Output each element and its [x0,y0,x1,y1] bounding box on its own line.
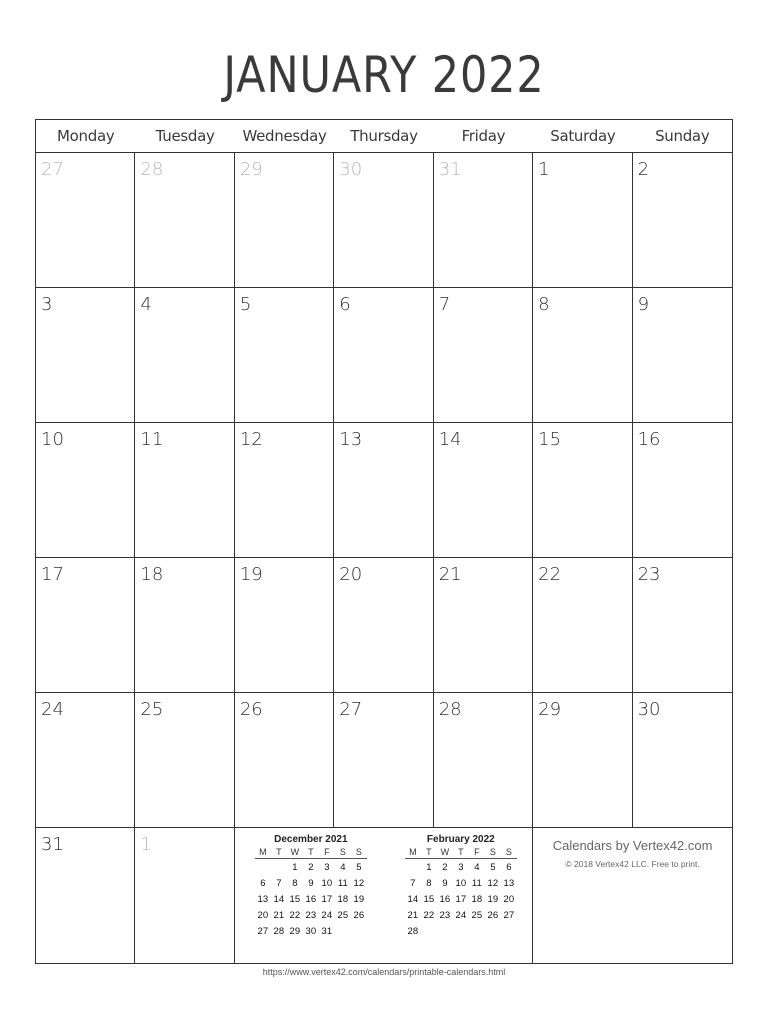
mini-day: 4 [340,861,346,873]
day-number: 6 [339,294,351,315]
mini-weekday-header: T [453,846,469,859]
mini-calendar-table [405,846,517,939]
day-number: 7 [438,294,451,315]
mini-weekday-header: F [469,846,485,859]
day-number: 18 [140,564,164,585]
day-number: 13 [339,429,363,450]
mini-calendar-table [255,846,367,939]
day-number: 1 [538,159,550,180]
mini-day [421,923,437,939]
mini-day: 5 [356,861,362,873]
mini-week-row [405,891,517,907]
day-number: 15 [538,429,562,450]
mini-day: 8 [426,877,432,889]
day-grid [36,153,732,963]
mini-day: 27 [503,909,515,921]
mini-day: 20 [503,893,515,905]
mini-day: 14 [407,893,419,905]
day-number: 23 [637,564,661,585]
mini-calendar-december [255,834,367,939]
mini-day: 27 [257,925,269,937]
mini-day: 29 [289,925,301,937]
mini-day: 2 [308,861,314,873]
day-cell [235,423,334,558]
mini-day [335,923,351,939]
day-cell [235,693,334,828]
calendar-grid [35,119,733,964]
day-number: 20 [339,564,363,585]
mini-day: 28 [273,925,285,937]
day-number: 25 [140,699,164,720]
mini-week-row [405,859,517,876]
brand-area [533,828,732,963]
day-number: 31 [41,834,64,855]
day-number: 9 [637,294,650,315]
day-cell [434,288,533,423]
mini-day: 8 [292,877,298,889]
mini-day: 19 [487,893,499,905]
brand-copyright: © 2018 Vertex42 LLC. Free to print. [565,859,700,869]
day-cell [633,153,732,288]
day-cell [135,693,234,828]
mini-day: 12 [487,877,499,889]
weekday-tuesday: Tuesday [155,127,215,145]
day-cell [533,693,632,828]
day-number: 30 [339,159,363,180]
day-number: 19 [239,564,263,585]
day-cell [533,423,632,558]
mini-day: 22 [423,909,435,921]
mini-day: 19 [353,893,365,905]
mini-day: 21 [273,909,285,921]
mini-day: 3 [324,861,330,873]
day-cell [633,288,732,423]
mini-day: 15 [423,893,435,905]
mini-calendar-title: December 2021 [274,834,348,845]
brand-title: Calendars by Vertex42.com [552,838,713,853]
mini-day: 31 [321,925,333,937]
mini-day: 13 [503,877,515,889]
day-number: 22 [538,564,562,585]
mini-weekday-header: W [437,846,453,859]
mini-day: 11 [337,877,348,889]
mini-day: 10 [321,877,333,889]
day-number: 27 [339,699,363,720]
mini-week-row [255,891,367,907]
mini-day: 15 [289,893,301,905]
mini-calendar-february [405,834,517,939]
day-cell [135,558,234,693]
mini-day: 6 [260,877,266,889]
day-number: 31 [438,159,462,180]
day-number: 28 [140,159,164,180]
mini-day: 6 [506,861,512,873]
weekday-wednesday: Wednesday [242,127,327,145]
mini-day: 11 [471,877,482,889]
mini-day: 3 [458,861,464,873]
mini-day: 18 [471,893,483,905]
day-cell [334,693,433,828]
day-number: 11 [140,429,164,450]
day-cell [334,153,433,288]
day-number: 29 [538,699,562,720]
day-number: 4 [140,294,152,315]
mini-day: 25 [337,909,349,921]
mini-weekday-header: T [421,846,437,859]
mini-day: 30 [305,925,317,937]
page-title: JANUARY 2022 [223,46,545,104]
mini-day: 26 [487,909,499,921]
day-number: 17 [41,564,64,585]
mini-weekday-header: S [351,846,367,859]
mini-day [501,923,517,939]
day-cell [334,288,433,423]
mini-day: 1 [426,861,432,873]
mini-week-row [405,907,517,923]
day-number: 27 [41,159,64,180]
day-cell [36,423,135,558]
mini-day [271,859,287,876]
mini-day: 17 [321,893,333,905]
day-cell [235,558,334,693]
mini-weekday-header: M [255,846,271,859]
day-cell [434,558,533,693]
mini-day: 17 [455,893,467,905]
mini-day: 26 [353,909,365,921]
day-cell [434,693,533,828]
day-number: 3 [41,294,53,315]
day-cell [36,558,135,693]
mini-day: 18 [337,893,349,905]
day-cell [36,828,135,963]
mini-day: 20 [257,909,269,921]
footer-url[interactable]: https://www.vertex42.com/calendars/printable-calendars.html [262,967,506,977]
mini-day: 1 [292,861,298,873]
weekday-header [36,120,732,153]
mini-day: 7 [410,877,416,889]
day-number: 28 [438,699,462,720]
mini-day [453,923,469,939]
mini-calendar-title: February 2022 [426,834,495,845]
mini-day: 12 [353,877,365,889]
mini-weekday-header: T [271,846,287,859]
day-cell [334,423,433,558]
day-cell [36,693,135,828]
day-number: 2 [637,159,650,180]
weekday-sunday: Sunday [655,127,710,145]
day-cell [135,288,234,423]
mini-day: 9 [308,877,314,889]
day-number: 14 [438,429,462,450]
mini-day: 2 [442,861,448,873]
mini-day [469,923,485,939]
mini-week-row [405,875,517,891]
mini-day: 4 [474,861,480,873]
mini-day: 16 [305,893,317,905]
day-number: 30 [637,699,661,720]
day-cell [633,558,732,693]
mini-day: 23 [305,909,317,921]
mini-day: 14 [273,893,285,905]
mini-day: 9 [442,877,448,889]
day-cell [633,423,732,558]
day-cell [533,153,632,288]
mini-weekday-header: F [319,846,335,859]
mini-day: 24 [455,909,467,921]
weekday-thursday: Thursday [350,127,418,145]
mini-weekday-header: M [405,846,421,859]
mini-week-row [255,923,367,939]
mini-day [437,923,453,939]
mini-day [351,923,367,939]
day-cell [533,288,632,423]
mini-weekday-header: T [303,846,319,859]
day-cell [434,153,533,288]
weekday-friday: Friday [461,127,506,145]
mini-week-row [405,923,517,939]
day-cell [533,558,632,693]
day-cell [135,423,234,558]
day-number: 16 [637,429,661,450]
day-number: 5 [239,294,252,315]
mini-week-row [255,859,367,876]
mini-day: 21 [407,909,419,921]
mini-day: 16 [439,893,451,905]
day-number: 24 [41,699,64,720]
weekday-saturday: Saturday [550,127,616,145]
day-number: 29 [239,159,263,180]
mini-calendars [235,828,533,963]
day-cell [235,288,334,423]
day-cell [36,288,135,423]
day-number: 12 [239,429,263,450]
day-cell [235,153,334,288]
day-cell [36,153,135,288]
mini-weekday-header: S [501,846,517,859]
mini-day [485,923,501,939]
day-cell [434,423,533,558]
day-number: 26 [239,699,263,720]
mini-day: 23 [439,909,451,921]
mini-week-row [255,907,367,923]
mini-day: 24 [321,909,333,921]
mini-day [405,859,421,876]
mini-day: 25 [471,909,483,921]
mini-weekday-header: S [335,846,351,859]
mini-day [255,859,271,876]
mini-day: 13 [257,893,269,905]
mini-day: 28 [407,925,419,937]
mini-weekday-header: S [485,846,501,859]
day-cell [135,828,234,963]
day-cell [135,153,234,288]
mini-day: 22 [289,909,301,921]
day-number: 21 [438,564,462,585]
day-number: 8 [538,294,550,315]
weekday-monday: Monday [57,127,115,145]
mini-day: 7 [276,877,282,889]
day-number: 1 [140,834,152,855]
day-cell [334,558,433,693]
mini-day: 10 [455,877,467,889]
day-number: 10 [41,429,64,450]
day-cell [633,693,732,828]
mini-weekday-header: W [287,846,303,859]
mini-day: 5 [490,861,496,873]
mini-week-row [255,875,367,891]
